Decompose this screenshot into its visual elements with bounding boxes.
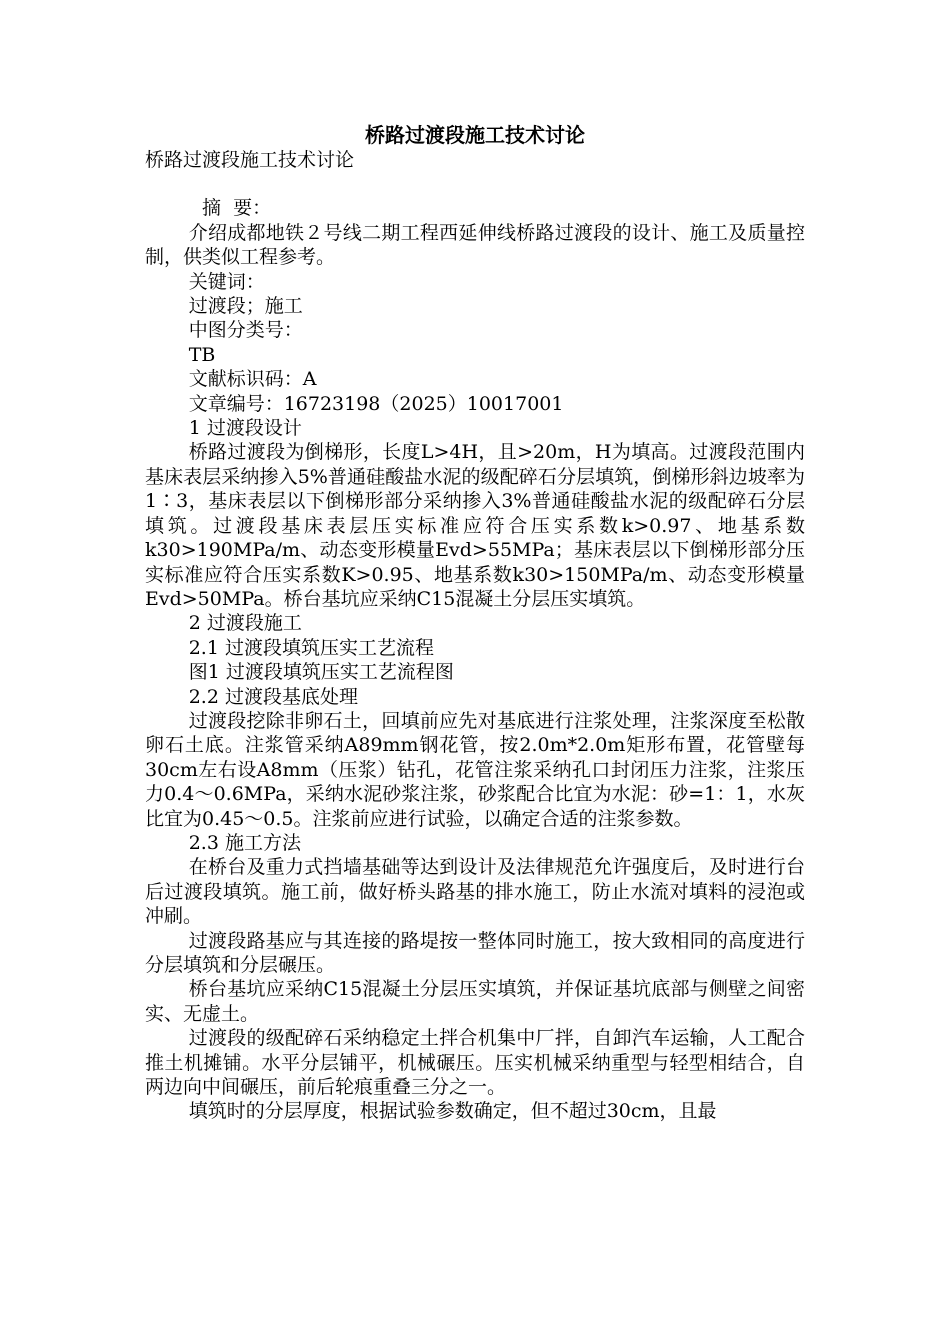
section-heading: 1 过渡段设计	[188, 417, 302, 440]
document-code: 文献标识码：A	[188, 368, 317, 391]
section-paragraph: 填筑时的分层厚度，根据试验参数确定，但不超过30cm，且最	[188, 1100, 717, 1123]
keywords-label: 关键词：	[188, 270, 265, 293]
figure-caption: 图1 过渡段填筑压实工艺流程图	[188, 661, 454, 684]
subsection-heading: 2.1 过渡段填筑压实工艺流程	[188, 636, 434, 659]
section-paragraph: 桥路过渡段为倒梯形，长度L>4H，且>20m，H为填高。过渡段范围内基床表层采纳掺入5%普通硅酸盐水泥的级配碎石分层填筑，倒梯形斜边坡率为1∶3，基床表层以下倒梯形部分采纳掺入3%普通硅酸盐水泥的级配碎石分层填筑。过渡段基床表层压实标准应符合压实系数k>0.97、地基系数k30>190MPa/m、动态变形模量Evd>55MPa；基床表层以下倒梯形部分压实标准应符合压实系数K>0.95、地基系数k30>150MPa/m、动态变形模量Evd>50MPa。桥台基坑应采纳C15混凝土分层压实填筑。	[145, 441, 805, 610]
subsection-heading: 2.2 过渡段基底处理	[188, 685, 358, 708]
clc-value: TB	[188, 343, 216, 366]
section-paragraph: 过渡段的级配碎石采纳稳定土拌合机集中厂拌，自卸汽车运输，人工配合推土机摊铺。水平分层铺平，机械碾压。压实机械采纳重型与轻型相结合，自两边向中间碾压，前后轮痕重叠三分之一。	[145, 1027, 805, 1099]
document-subtitle: 桥路过渡段施工技术讨论	[145, 149, 355, 171]
section-heading: 2 过渡段施工	[188, 612, 302, 635]
subsection-heading: 2.3 施工方法	[188, 831, 301, 854]
clc-label: 中图分类号：	[188, 319, 303, 342]
keywords-value: 过渡段；施工	[188, 295, 303, 318]
section-paragraph: 过渡段挖除非卵石土，回填前应先对基底进行注浆处理，注浆深度至松散卵石土底。注浆管采纳A89mm钢花管，按2.0m*2.0m矩形布置，花管壁每30cm左右设A8mm（压浆）钻孔，花管注浆采纳孔口封闭压力注浆，注浆压力0.4～0.6MPa，采纳水泥砂浆注浆，砂浆配合比宜为水泥：砂=1：1，水灰比宜为0.45～0.5。注浆前应进行试验，以确定合适的注浆参数。	[145, 709, 805, 830]
article-number: 文章编号：16723198（2025）10017001	[188, 392, 564, 415]
section-paragraph: 在桥台及重力式挡墙基础等达到设计及法律规范允许强度后，及时进行台后过渡段填筑。施工前，做好桥头路基的排水施工，防止水流对填料的浸泡或冲刷。	[145, 856, 805, 928]
document-title: 桥路过渡段施工技术讨论	[365, 123, 585, 147]
section-paragraph: 过渡段路基应与其连接的路堤按一整体同时施工，按大致相同的高度进行分层填筑和分层碾压。	[145, 929, 805, 976]
section-paragraph: 桥台基坑应采纳C15混凝土分层压实填筑，并保证基坑底部与侧壁之间密实、无虚土。	[145, 978, 805, 1025]
document-content	[145, 122, 805, 1124]
abstract-label: 摘 要：	[202, 197, 272, 220]
abstract-text: 介绍成都地铁２号线二期工程西延伸线桥路过渡段的设计、施工及质量控制，供类似工程参考。	[145, 221, 805, 269]
